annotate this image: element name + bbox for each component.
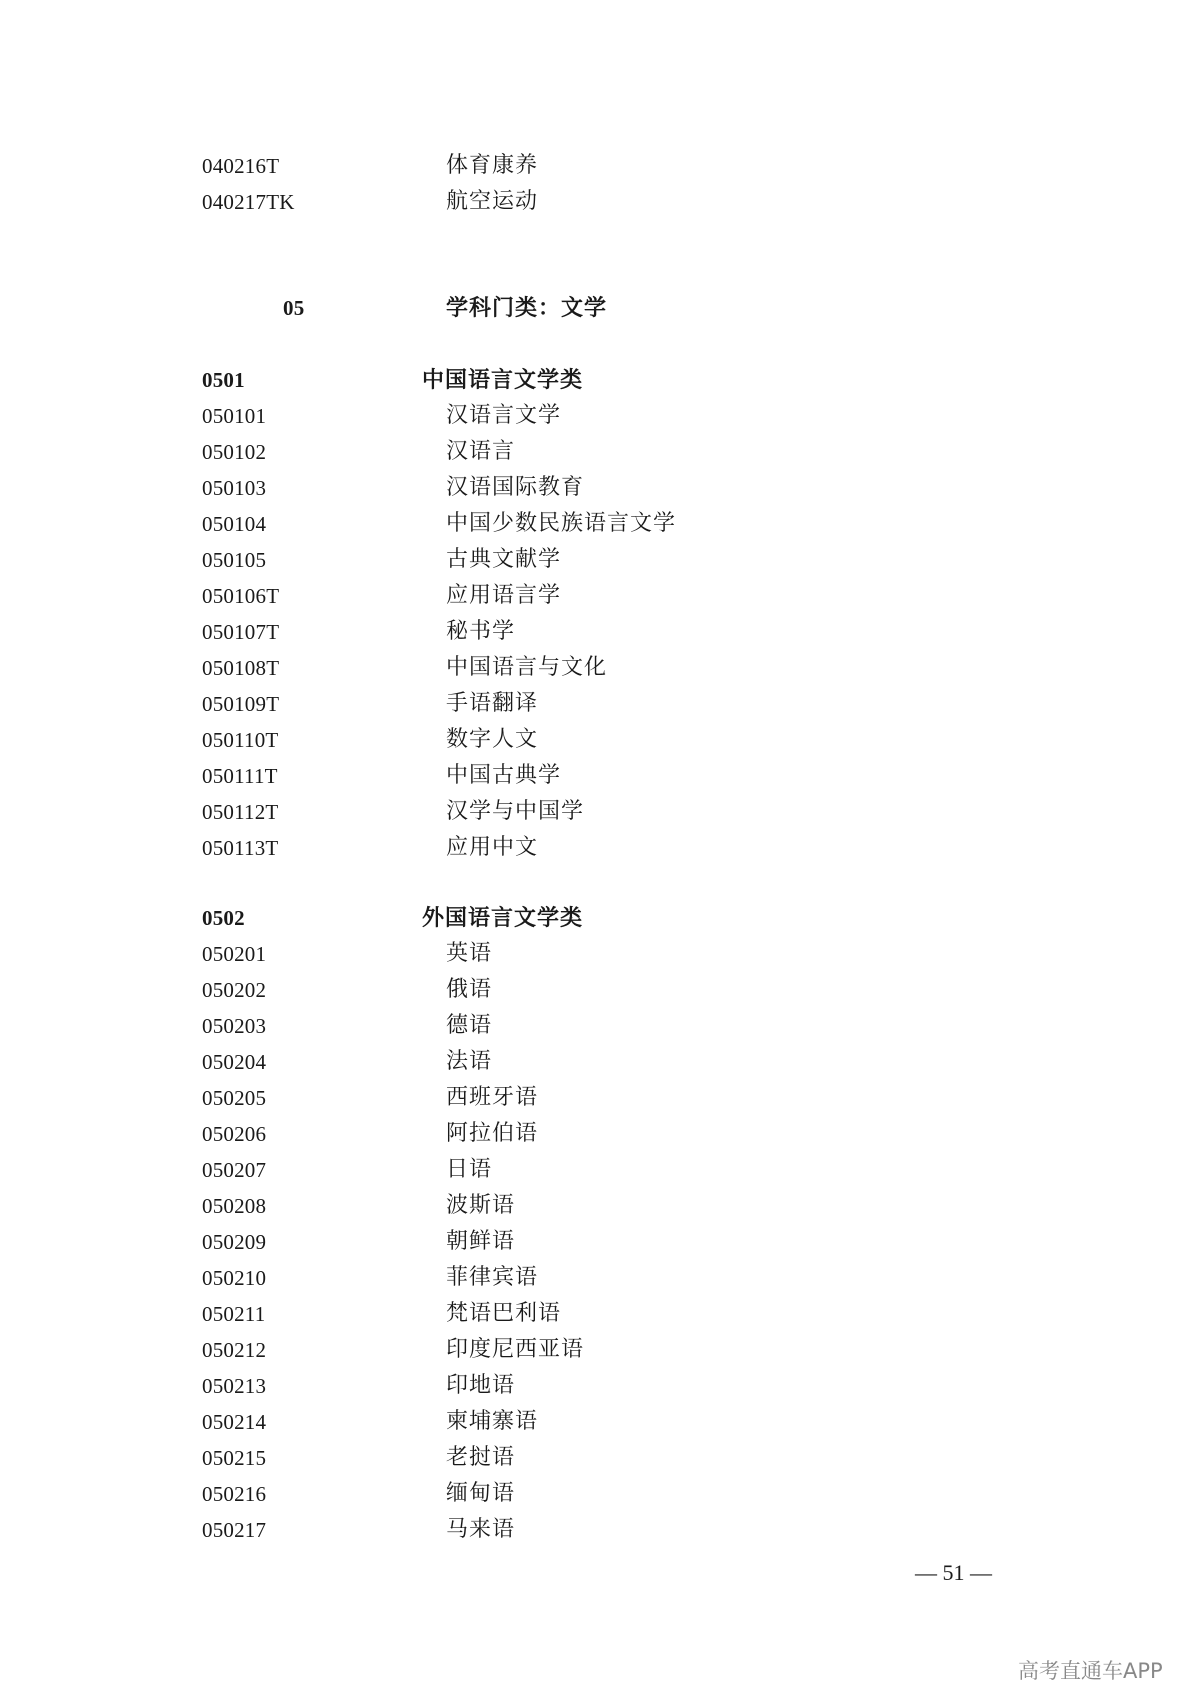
major-code: 050102 (202, 440, 267, 464)
major-code: 050202 (202, 978, 267, 1002)
major-name: 中国语言与文化 (446, 655, 608, 680)
major-name: 西班牙语 (446, 1085, 539, 1110)
major-code: 050206 (202, 1122, 267, 1146)
major-name: 印度尼西亚语 (446, 1337, 585, 1362)
major-code: 050109T (202, 692, 280, 716)
major-code: 050207 (202, 1158, 267, 1182)
major-name: 阿拉伯语 (446, 1121, 539, 1146)
major-name: 数字人文 (446, 727, 539, 752)
major-name: 缅甸语 (446, 1481, 516, 1506)
page-number: — 51 — (915, 1560, 992, 1585)
major-name: 菲律宾语 (446, 1265, 539, 1290)
major-code: 050113T (202, 836, 279, 860)
major-code: 050212 (202, 1338, 267, 1362)
major-code: 050204 (202, 1050, 267, 1074)
class-code: 0502 (202, 906, 245, 930)
major-name: 德语 (446, 1013, 493, 1038)
major-name: 法语 (446, 1049, 493, 1074)
major-name: 柬埔寨语 (446, 1409, 539, 1434)
major-name: 老挝语 (446, 1445, 516, 1470)
major-code: 040216T (202, 154, 280, 178)
watermark: 高考直通车APP (1018, 1659, 1163, 1683)
class-code: 0501 (202, 368, 245, 392)
major-name: 应用语言学 (446, 583, 562, 608)
major-code: 050106T (202, 584, 280, 608)
major-code: 050214 (202, 1410, 267, 1434)
major-code: 050104 (202, 512, 267, 536)
major-name: 马来语 (446, 1517, 516, 1542)
category-title: 学科门类：文学 (446, 295, 608, 321)
major-name: 航空运动 (446, 189, 539, 214)
major-name: 古典文献学 (446, 547, 562, 572)
major-name: 梵语巴利语 (446, 1301, 562, 1326)
major-code: 050105 (202, 548, 267, 572)
major-name: 印地语 (446, 1373, 516, 1398)
major-name: 中国少数民族语言文学 (446, 511, 677, 536)
major-code: 050211 (202, 1302, 266, 1326)
major-code: 050112T (202, 800, 279, 824)
major-name: 秘书学 (446, 619, 516, 644)
major-code: 050215 (202, 1446, 267, 1470)
major-code: 050208 (202, 1194, 267, 1218)
major-code: 050107T (202, 620, 280, 644)
major-name: 汉语言文学 (446, 403, 562, 428)
major-code: 050201 (202, 942, 267, 966)
major-code: 050103 (202, 476, 267, 500)
major-name: 汉语言 (446, 439, 516, 464)
major-name: 体育康养 (446, 153, 539, 178)
major-code: 050213 (202, 1374, 267, 1398)
major-code: 050110T (202, 728, 279, 752)
major-code: 050205 (202, 1086, 267, 1110)
major-code: 050108T (202, 656, 280, 680)
major-code: 050209 (202, 1230, 267, 1254)
major-name: 朝鲜语 (446, 1229, 516, 1254)
major-code: 050111T (202, 764, 278, 788)
major-code: 050217 (202, 1518, 267, 1542)
major-name: 日语 (446, 1157, 493, 1182)
major-name: 波斯语 (446, 1193, 516, 1218)
major-code: 050216 (202, 1482, 267, 1506)
major-code: 050210 (202, 1266, 267, 1290)
major-name: 汉语国际教育 (446, 475, 585, 500)
major-code: 040217TK (202, 190, 295, 214)
major-name: 应用中文 (446, 835, 539, 860)
class-title: 外国语言文学类 (422, 905, 584, 931)
major-code: 050101 (202, 404, 267, 428)
major-name: 汉学与中国学 (446, 799, 585, 824)
major-code: 050203 (202, 1014, 267, 1038)
major-name: 英语 (446, 941, 493, 966)
major-name: 中国古典学 (446, 763, 562, 788)
class-title: 中国语言文学类 (422, 367, 584, 393)
category-code: 05 (283, 296, 305, 320)
major-name: 手语翻译 (446, 691, 539, 716)
major-name: 俄语 (446, 977, 493, 1002)
